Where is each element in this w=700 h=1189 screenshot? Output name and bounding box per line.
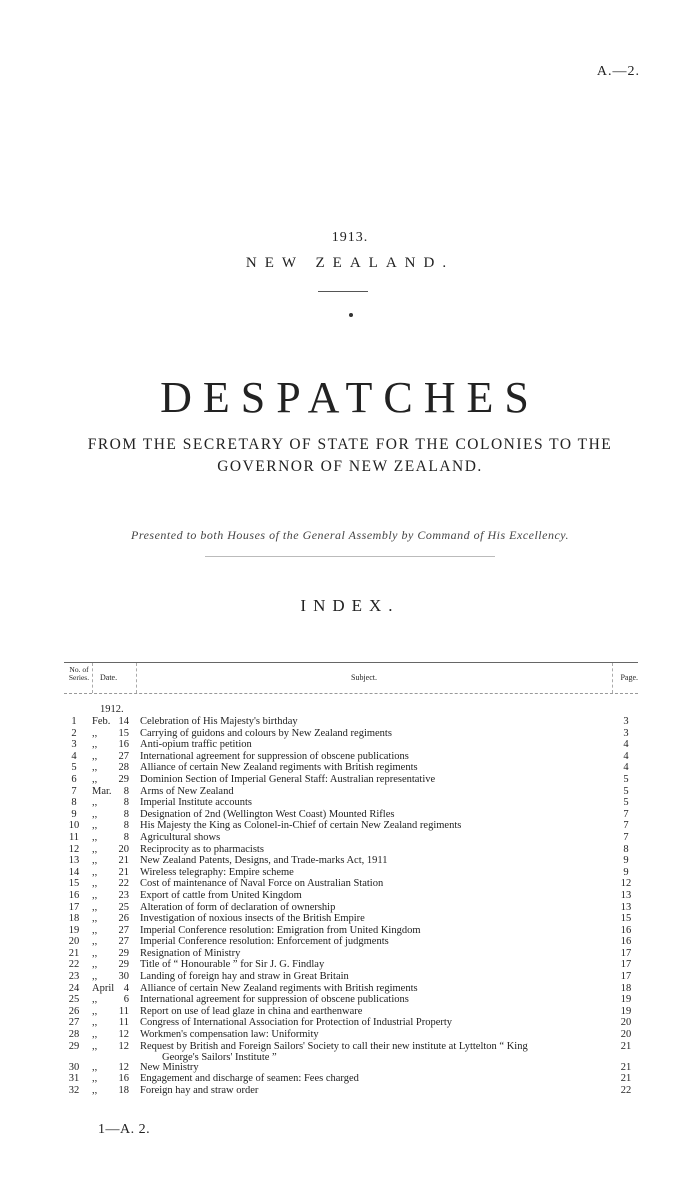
series-number: 20 (68, 936, 80, 948)
subject-cell (140, 797, 640, 809)
date-day: 20 (118, 843, 129, 855)
table-row (64, 1041, 638, 1062)
date-month: ,, (92, 959, 98, 971)
series-number: 6 (71, 773, 77, 785)
date-day: 15 (118, 727, 129, 739)
table-row (64, 867, 638, 879)
subject-cell (140, 1017, 640, 1029)
subject-cell (140, 1085, 640, 1097)
subject-cell (140, 925, 640, 937)
table-body (64, 704, 638, 1096)
table-row (64, 936, 638, 948)
date-day: 22 (118, 878, 129, 890)
table-row (64, 1006, 638, 1018)
series-number: 7 (71, 785, 77, 797)
series-number: 15 (68, 878, 80, 890)
date-month: ,, (92, 773, 98, 785)
date-month: ,, (92, 1005, 98, 1017)
series-number: 31 (68, 1073, 80, 1085)
series-number: 23 (68, 971, 80, 983)
table-row (64, 797, 638, 809)
subject-text: Export of cattle from United Kingdom (140, 889, 302, 901)
page-number: 16 (614, 936, 638, 948)
subject-cell (140, 1029, 640, 1041)
column-divider (612, 663, 613, 693)
subject-text: Imperial Conference resolution: Enforcement of judgments (140, 936, 389, 948)
series-number: 4 (71, 750, 77, 762)
page-number: 4 (614, 739, 638, 751)
subject-cell (140, 890, 640, 902)
date-month: ,, (92, 1040, 98, 1052)
subject-text: Report on use of lead glaze in china and earthenware (140, 1005, 363, 1017)
subject-cell (140, 728, 640, 740)
table-row (64, 855, 638, 867)
series-number: 24 (68, 982, 80, 994)
date-day: 14 (118, 716, 129, 727)
col-header-page: Page. (620, 673, 638, 682)
table-row (64, 820, 638, 832)
date-day: 29 (118, 773, 129, 785)
subject-text: Resignation of Ministry (140, 947, 241, 959)
date-day: 8 (123, 785, 129, 797)
date-day: 27 (118, 924, 129, 936)
subject-cell (140, 716, 640, 728)
date-month: ,, (92, 924, 98, 936)
document-year: 1913. (331, 230, 369, 245)
date-day: 8 (123, 820, 129, 832)
document-subtitle (0, 434, 700, 478)
subject-text: Title of “ Honourable ” for Sir J. G. Findlay (140, 959, 325, 971)
date-day: 26 (118, 913, 129, 925)
date-month: ,, (92, 889, 98, 901)
date-day: 8 (123, 797, 129, 809)
subject-cell (140, 948, 640, 960)
table-row (64, 786, 638, 798)
table-row (64, 878, 638, 890)
series-number: 29 (68, 1040, 80, 1052)
table-row (64, 832, 638, 844)
page-reference: A.—2. (596, 64, 640, 79)
subject-text: Foreign hay and straw order (140, 1084, 259, 1096)
year-label: 1912. (100, 704, 124, 715)
date-day: 16 (118, 739, 129, 751)
date-month: ,, (92, 1061, 98, 1073)
date-day: 6 (123, 994, 129, 1006)
page-number: 9 (614, 867, 638, 879)
series-number: 21 (68, 947, 80, 959)
date-month: ,, (92, 727, 98, 739)
date-month: ,, (92, 1029, 98, 1041)
presented-note: Presented to both Houses of the General Assembly by Command of His Excellency. (131, 528, 569, 542)
table-row (64, 1073, 638, 1085)
subtitle-line-1: FROM THE SECRETARY OF STATE FOR THE COLONIES TO THE (87, 436, 613, 453)
subject-cell (140, 1062, 640, 1074)
date-month: ,, (92, 739, 98, 751)
page-number: 19 (614, 1006, 638, 1018)
table-row (64, 983, 638, 995)
date-day: 11 (118, 1005, 129, 1017)
series-number: 5 (71, 762, 77, 774)
page-number: 20 (614, 1029, 638, 1041)
table-row (64, 751, 638, 763)
subject-text: Designation of 2nd (Wellington West Coast) Mounted Rifles (140, 808, 395, 820)
table-row (64, 971, 638, 983)
subject-text: Congress of International Association for Protection of Industrial Property (140, 1017, 453, 1029)
date-day: 8 (123, 831, 129, 843)
subject-cell (140, 1073, 640, 1085)
page-number: 3 (614, 728, 638, 740)
table-row (64, 1085, 638, 1097)
series-number: 16 (68, 889, 80, 901)
date-day: 4 (123, 982, 129, 994)
column-divider (136, 663, 137, 693)
page-number: 13 (614, 902, 638, 914)
subtitle-line-2: GOVERNOR OF NEW ZEALAND. (217, 458, 483, 475)
subject-cell (140, 878, 640, 890)
date-month: ,, (92, 971, 98, 983)
page-number: 21 (614, 1073, 638, 1085)
date-day: 8 (123, 808, 129, 820)
series-number: 25 (68, 994, 80, 1006)
page-number: 22 (614, 1085, 638, 1097)
subject-text: New Ministry (140, 1061, 199, 1073)
table-row (64, 994, 638, 1006)
date-month: ,, (92, 936, 98, 948)
subject-cell (140, 762, 640, 774)
subject-text: Cost of maintenance of Naval Force on Australian Station (140, 878, 384, 890)
date-day: 25 (118, 901, 129, 913)
page-number: 7 (614, 809, 638, 821)
series-number: 18 (68, 913, 80, 925)
subject-cell (140, 786, 640, 798)
country-heading: NEW ZEALAND. (245, 255, 455, 271)
date-day: 11 (118, 1017, 129, 1029)
page-number: 4 (614, 762, 638, 774)
table-row (64, 948, 638, 960)
index-heading: INDEX. (300, 596, 400, 615)
table-row (64, 809, 638, 821)
document-title: DESPATCHES (160, 373, 540, 422)
series-number: 13 (68, 855, 80, 867)
series-number: 12 (68, 843, 80, 855)
page-number: 16 (614, 925, 638, 937)
table-row (64, 739, 638, 751)
series-number: 22 (68, 959, 80, 971)
subject-cell (140, 936, 640, 948)
subject-cell (140, 855, 640, 867)
subject-cell (140, 959, 640, 971)
subject-cell (140, 844, 640, 856)
subject-text: International agreement for suppression of obscene publications (140, 994, 409, 1006)
date-month: Feb. (92, 716, 111, 727)
date-month: ,, (92, 994, 98, 1006)
date-day: 21 (118, 855, 129, 867)
subject-cell (140, 832, 640, 844)
subject-text: Reciprocity as to pharmacists (140, 843, 264, 855)
subject-cell (140, 971, 640, 983)
page-number: 17 (614, 948, 638, 960)
series-number: 10 (68, 820, 80, 832)
date-month: ,, (92, 947, 98, 959)
index-table (64, 662, 638, 1096)
subject-cell (140, 902, 640, 914)
date-month: ,, (92, 808, 98, 820)
table-row (64, 1017, 638, 1029)
page-number: 17 (614, 971, 638, 983)
col-header-subject: Subject. (351, 673, 377, 682)
date-day: 28 (118, 762, 129, 774)
page-number: 21 (614, 1062, 638, 1074)
series-number: 32 (68, 1084, 80, 1096)
date-month: ,, (92, 1017, 98, 1029)
divider-short (318, 291, 368, 292)
date-day: 29 (118, 947, 129, 959)
subject-text: Celebration of His Majesty's birthday (140, 716, 298, 727)
table-row (64, 1062, 638, 1074)
date-month: ,, (92, 878, 98, 890)
subject-cell (140, 913, 640, 925)
subject-cell (140, 774, 640, 786)
date-day: 16 (118, 1073, 129, 1085)
table-row (64, 913, 638, 925)
date-month: ,, (92, 1073, 98, 1085)
series-number: 3 (71, 739, 77, 751)
series-number: 26 (68, 1005, 80, 1017)
page-number: 12 (614, 878, 638, 890)
table-row (64, 890, 638, 902)
page-number: 18 (614, 983, 638, 995)
subject-text: Request by British and Foreign Sailors' Society to call their new institute at Lyttelton “ King (140, 1040, 528, 1052)
subject-text: Carrying of guidons and colours by New Zealand regiments (140, 727, 392, 739)
subject-text: Imperial Institute accounts (140, 797, 252, 809)
page-number: 19 (614, 994, 638, 1006)
subject-cell (140, 1041, 640, 1064)
subject-text: Imperial Conference resolution: Emigration from United Kingdom (140, 924, 421, 936)
date-day: 27 (118, 936, 129, 948)
series-number: 28 (68, 1029, 80, 1041)
date-day: 12 (118, 1061, 129, 1073)
date-month: ,, (92, 901, 98, 913)
date-month: ,, (92, 750, 98, 762)
table-row (64, 728, 638, 740)
date-month: Mar. (92, 785, 112, 797)
date-day: 30 (118, 971, 129, 983)
subject-text: International agreement for suppression of obscene publications (140, 750, 409, 762)
divider-mid (205, 556, 495, 557)
page-number: 8 (614, 844, 638, 856)
subject-cell (140, 739, 640, 751)
subject-text: Workmen's compensation law: Uniformity (140, 1029, 319, 1041)
series-number: 9 (71, 808, 77, 820)
subject-cell (140, 751, 640, 763)
page-number: 20 (614, 1017, 638, 1029)
page-number: 5 (614, 786, 638, 798)
subject-text: Landing of foreign hay and straw in Great Britain (140, 971, 349, 983)
subject-text: Wireless telegraphy: Empire scheme (140, 866, 294, 878)
series-number: 11 (68, 831, 80, 843)
series-number: 14 (68, 866, 80, 878)
date-month: ,, (92, 1084, 98, 1096)
table-row (64, 959, 638, 971)
page-number: 13 (614, 890, 638, 902)
subject-text: Alliance of certain New Zealand regiments with British regiments (140, 982, 418, 994)
page-number: 9 (614, 855, 638, 867)
series-number: 1 (71, 716, 77, 727)
subject-cell (140, 994, 640, 1006)
column-divider (92, 663, 93, 693)
date-month: ,, (92, 843, 98, 855)
subject-text: Investigation of noxious insects of the British Empire (140, 913, 365, 925)
date-day: 18 (118, 1084, 129, 1096)
series-number: 19 (68, 924, 80, 936)
subject-text: New Zealand Patents, Designs, and Trade-marks Act, 1911 (140, 855, 388, 867)
table-row (64, 762, 638, 774)
date-month: ,, (92, 855, 98, 867)
col-header-date: Date. (100, 673, 118, 682)
subject-text: Anti-opium traffic petition (140, 739, 252, 751)
year-row (64, 704, 638, 716)
date-day: 12 (118, 1029, 129, 1041)
subject-text: Agricultural shows (140, 831, 221, 843)
series-number: 27 (68, 1017, 80, 1029)
subject-cell (140, 983, 640, 995)
date-month: ,, (92, 797, 98, 809)
date-day: 29 (118, 959, 129, 971)
page-number: 17 (614, 959, 638, 971)
printer-signature: 1—A. 2. (98, 1122, 151, 1137)
page-number: 5 (614, 797, 638, 809)
date-month: ,, (92, 762, 98, 774)
date-month: ,, (92, 866, 98, 878)
date-month: April (92, 982, 115, 994)
table-row (64, 902, 638, 914)
series-number: 17 (68, 901, 80, 913)
series-number: 8 (71, 797, 77, 809)
page-number: 21 (614, 1041, 638, 1053)
subject-text: His Majesty the King as Colonel-in-Chief of certain New Zealand regiments (140, 820, 462, 832)
page-number: 7 (614, 820, 638, 832)
subject-cell (140, 809, 640, 821)
table-row (64, 925, 638, 937)
table-row (64, 844, 638, 856)
page-number: 15 (614, 913, 638, 925)
date-day: 23 (118, 889, 129, 901)
series-number: 30 (68, 1061, 80, 1073)
ornament-dot (349, 313, 353, 317)
date-month: ,, (92, 820, 98, 832)
col-header-number: No. of Series. (68, 665, 90, 682)
series-number: 2 (71, 727, 77, 739)
subject-text: Alliance of certain New Zealand regiments with British regiments (140, 762, 418, 774)
subject-cell (140, 867, 640, 879)
page-number: 5 (614, 774, 638, 786)
date-month: ,, (92, 913, 98, 925)
table-row (64, 1029, 638, 1041)
date-day: 12 (118, 1040, 129, 1052)
date-day: 27 (118, 750, 129, 762)
date-day: 21 (118, 866, 129, 878)
subject-text: Alteration of form of declaration of ownership (140, 901, 336, 913)
date-month: ,, (92, 831, 98, 843)
subject-continuation: George's Sailors' Institute ” (162, 1052, 277, 1064)
subject-text: Engagement and discharge of seamen: Fees charged (140, 1073, 359, 1085)
page-number: 4 (614, 751, 638, 763)
subject-text: Arms of New Zealand (140, 785, 234, 797)
table-header (64, 663, 638, 694)
page-number: 7 (614, 832, 638, 844)
table-row (64, 774, 638, 786)
subject-cell (140, 820, 640, 832)
subject-text: Dominion Section of Imperial General Staff: Australian representative (140, 773, 436, 785)
table-row (64, 716, 638, 728)
subject-cell (140, 1006, 640, 1018)
page-number: 3 (614, 716, 638, 728)
